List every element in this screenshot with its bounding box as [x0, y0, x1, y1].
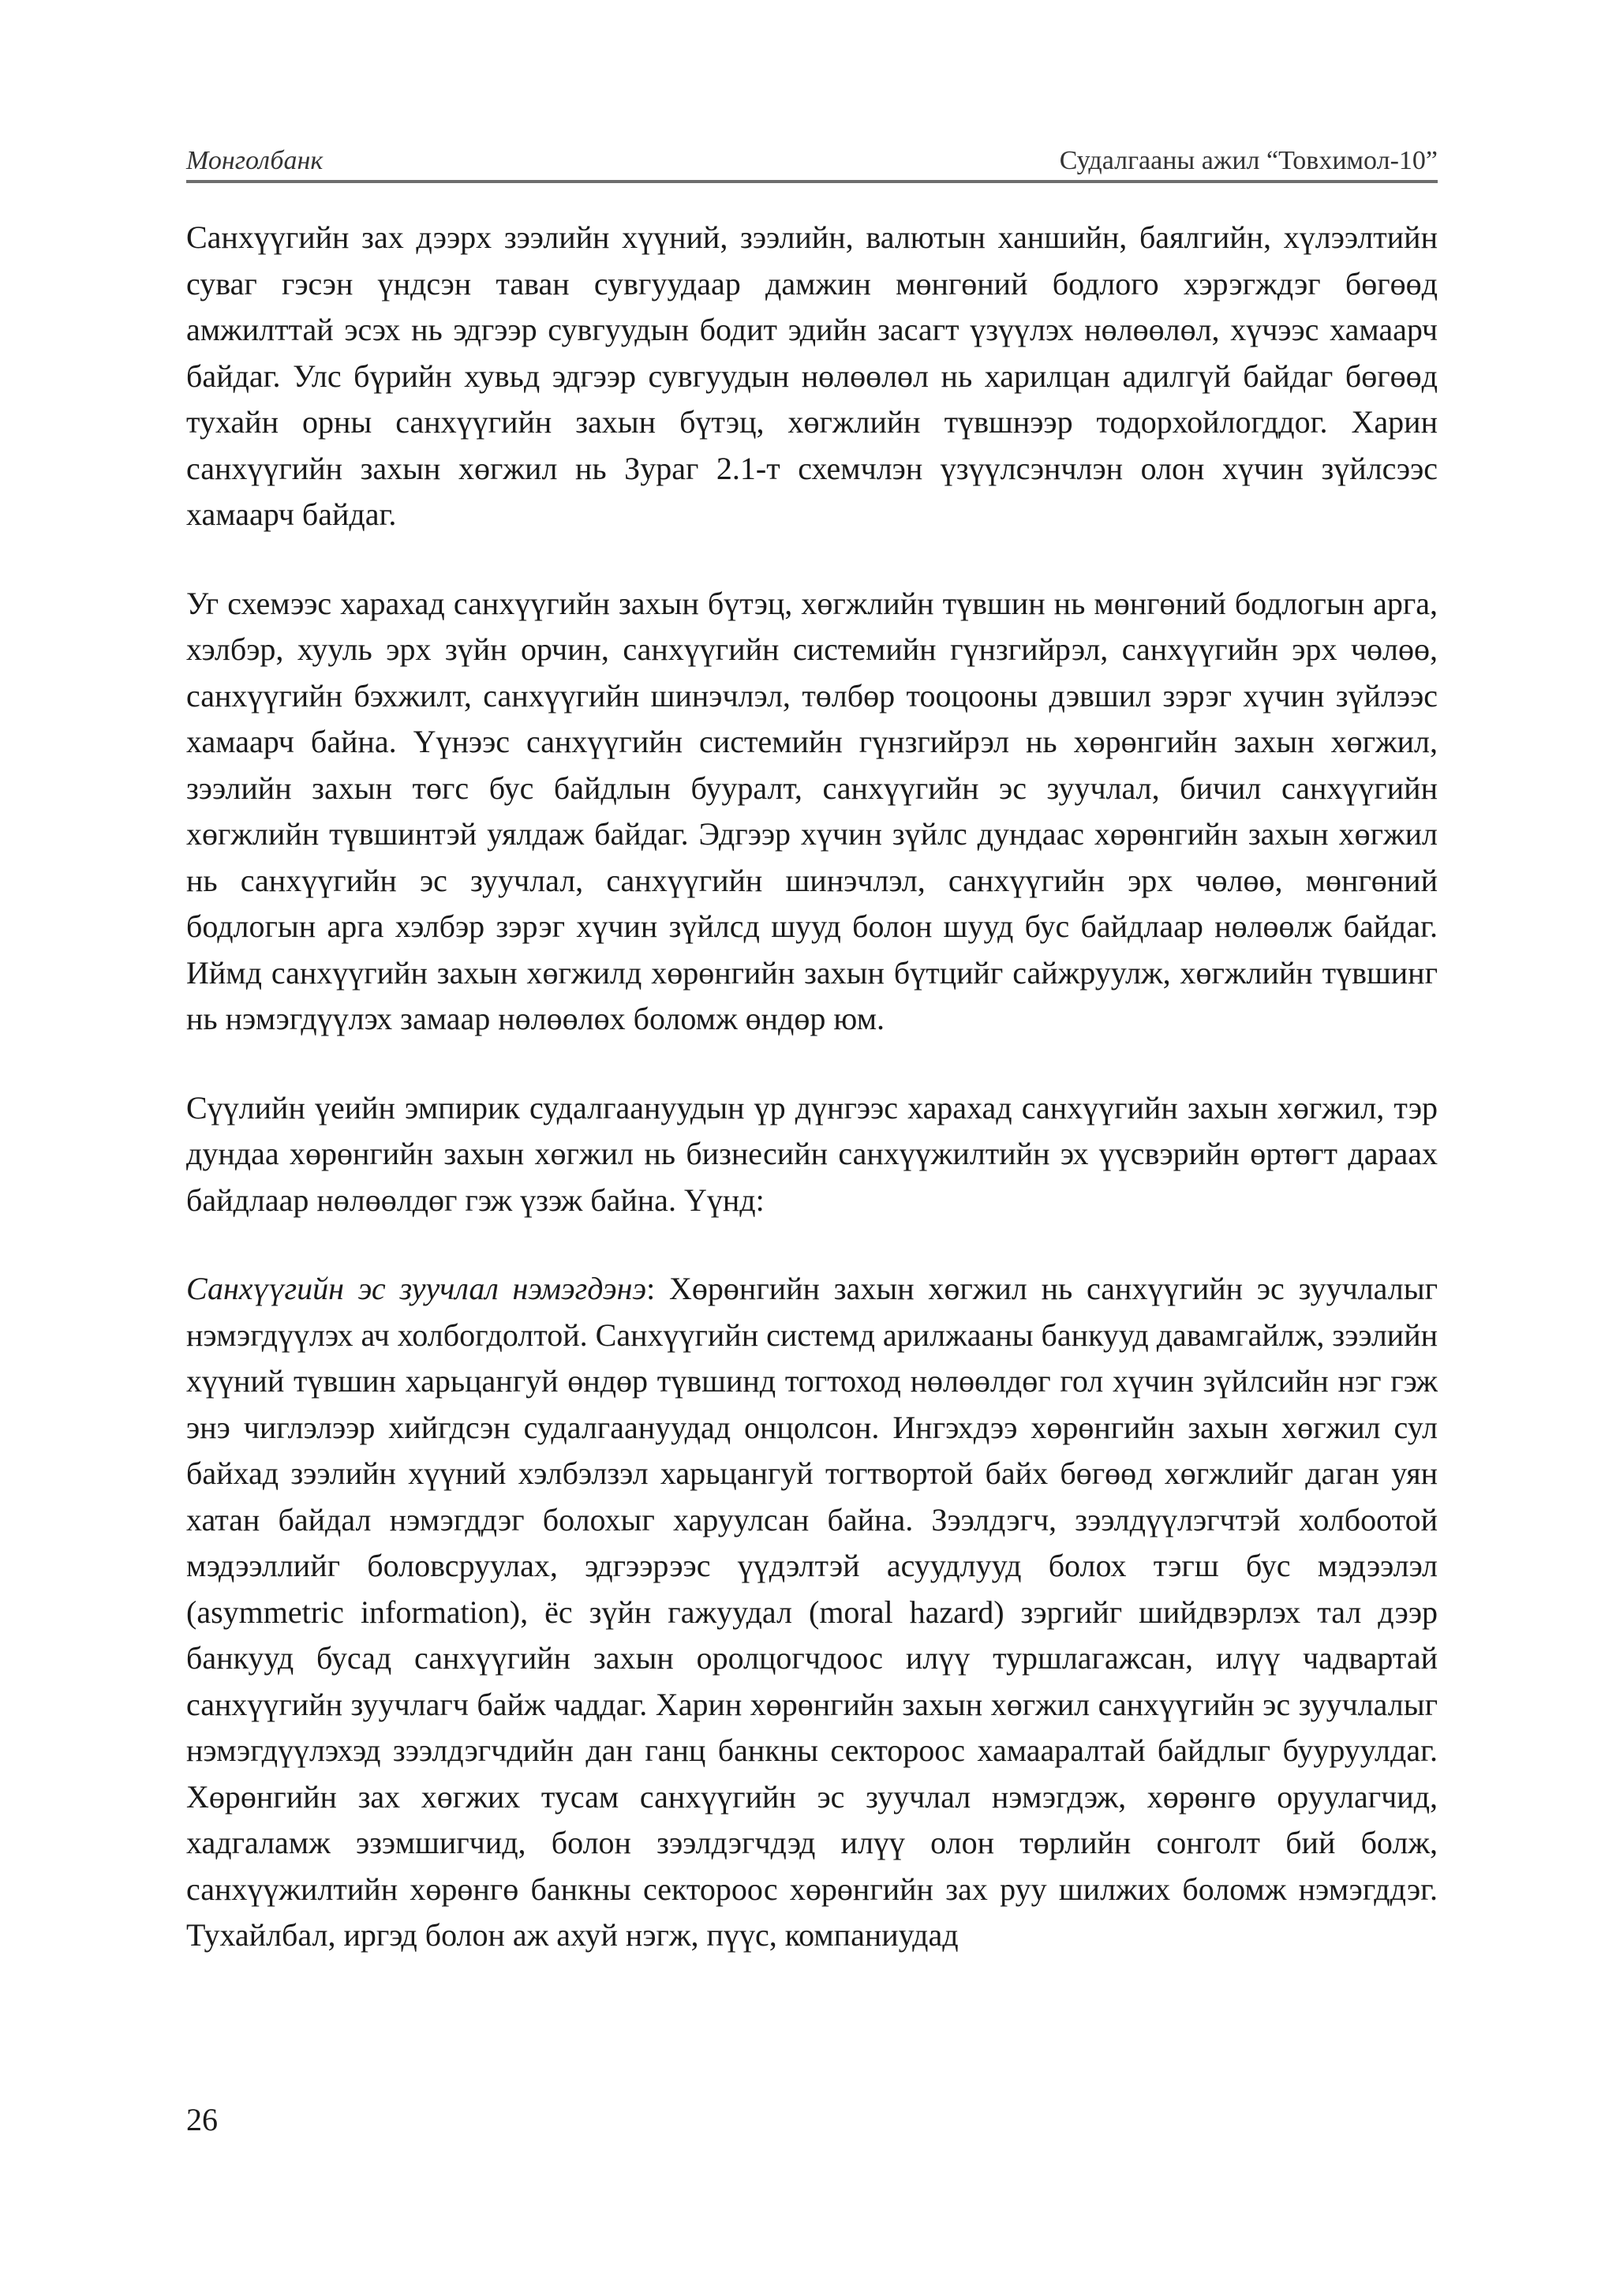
header-publisher: Монголбанк [186, 146, 324, 175]
header-publication-title: Судалгааны ажил “Товхимол-10” [1059, 146, 1438, 175]
page-header [186, 142, 1438, 183]
paragraph-2: Уг схемээс харахад санхүүгийн захын бүтэц, хөгжлийн түвшин нь мөнгөний бодлогын арга, хэлбэр, хууль эрх зүйн орчин, санхүүгийн системийн гүнзгийрэл, санхүүгийн эрх чөлөө, санхүүгийн бэхжилт, санхүүгийн шинэчлэл, төлбөр тооцооны дэвшил зэрэг хүчин зүйлээс хамаарч байна. Үүнээс санхүүгийн системийн гүнзгийрэл нь хөрөнгийн захын хөгжил, зээлийн захын төгс бус байдлын бууралт, санхүүгийн эс зуучлал, бичил санхүүгийн хөгжлийн түвшинтэй уялдаж байдаг. Эдгээр хүчин зүйлс дундаас хөрөнгийн захын хөгжил нь санхүүгийн эс зуучлал, санхүүгийн шинэчлэл, санхүүгийн эрх чөлөө, мөнгөний бодлогын арга хэлбэр зэрэг хүчин зүйлсд шууд болон шууд бус байдлаар нөлөөлж байдаг. Иймд санхүүгийн захын хөгжилд хөрөнгийн захын бүтцийг сайжруулж, хөгжлийн түвшинг нь нэмэгдүүлэх замаар нөлөөлөх боломж өндөр юм. [186, 585, 1438, 1036]
paragraph-4-lead-term: Санхүүгийн эс зуучлал нэмэгдэнэ [186, 1271, 647, 1306]
page-body [186, 215, 1438, 2002]
paragraph-4-text: : Хөрөнгийн захын хөгжил нь санхүүгийн эс зуучлалыг нэмэгдүүлэх ач холбогдолтой. Санхүүгийн системд арилжааны банкууд давамгайлж, зээлийн хүүний түвшин харьцангуй өндөр түвшинд тогтоход нөлөөлдөг гол хүчин зүйлсийн нэг гэж энэ чиглэлээр хийгдсэн судалгаануудад онцолсон. Ингэхдээ хөрөнгийн захын хөгжил сул байхад зээлийн хүүний хэлбэлзэл харьцангуй тогтвортой байх бөгөөд хөгжлийг даган уян хатан байдал нэмэгддэг болохыг харуулсан байна. Зээлдэгч, зээлдүүлэгчтэй холбоотой мэдээллийг боловсруулах, эдгээрээс үүдэлтэй асуудлууд болох тэгш бус мэдээлэл (asymmetric information), ёс зүйн гажуудал (moral hazard) зэргийг шийдвэрлэх тал дээр банкууд бусад санхүүгийн захын оролцогчдоос илүү туршлагажсан, илүү чадвартай санхүүгийн зуучлагч байж чаддаг. Харин хөрөнгийн захын хөгжил санхүүгийн эс зуучлалыг нэмэгдүүлэхэд зээлдэгчдийн дан ганц банкны сектороос хамааралтай байдлыг бууруулдаг. Хөрөнгийн зах хөгжих тусам санхүүгийн эс зуучлал нэмэгдэж, хөрөнгө оруулагчид, хадгаламж эзэмшигчид, болон зээлдэгчдэд илүү олон төрлийн сонголт бий болж, санхүүжилтийн хөрөнгө банкны сектороос хөрөнгийн зах руу шилжих боломж нэмэгддэг. Тухайлбал, иргэд болон аж ахуй нэгж, пүүс, компаниудад [186, 1271, 1438, 1953]
paragraph-1: Санхүүгийн зах дээрх зээлийн хүүний, зээлийн, валютын ханшийн, баялгийн, хүлээлтийн суваг гэсэн үндсэн таван сувгуудаар дамжин мөнгөний бодлого хэрэгждэг бөгөөд амжилттай эсэх нь эдгээр сувгуудын бодит эдийн засагт үзүүлэх нөлөөлөл, хүчээс хамаарч байдаг. Улс бүрийн хувьд эдгээр сувгуудын нөлөөлөл нь харилцан адилгүй байдаг бөгөөд тухайн орны санхүүгийн захын бүтэц, хөгжлийн түвшнээр тодорхойлогддог. Харин санхүүгийн захын хөгжил нь Зураг 2.1-т схемчлэн үзүүлсэнчлэн олон хүчин зүйлсээс хамаарч байдаг. [186, 219, 1438, 532]
paragraph-4 [186, 1266, 1438, 1959]
page-number: 26 [186, 2102, 218, 2137]
paragraph-3: Сүүлийн үеийн эмпирик судалгаануудын үр дүнгээс харахад санхүүгийн захын хөгжил, тэр дундаа хөрөнгийн захын хөгжил нь бизнесийн санхүүжилтийн эх үүсвэрийн өртөгт дараах байдлаар нөлөөлдөг гэж үзэж байна. Үүнд: [186, 1089, 1438, 1218]
